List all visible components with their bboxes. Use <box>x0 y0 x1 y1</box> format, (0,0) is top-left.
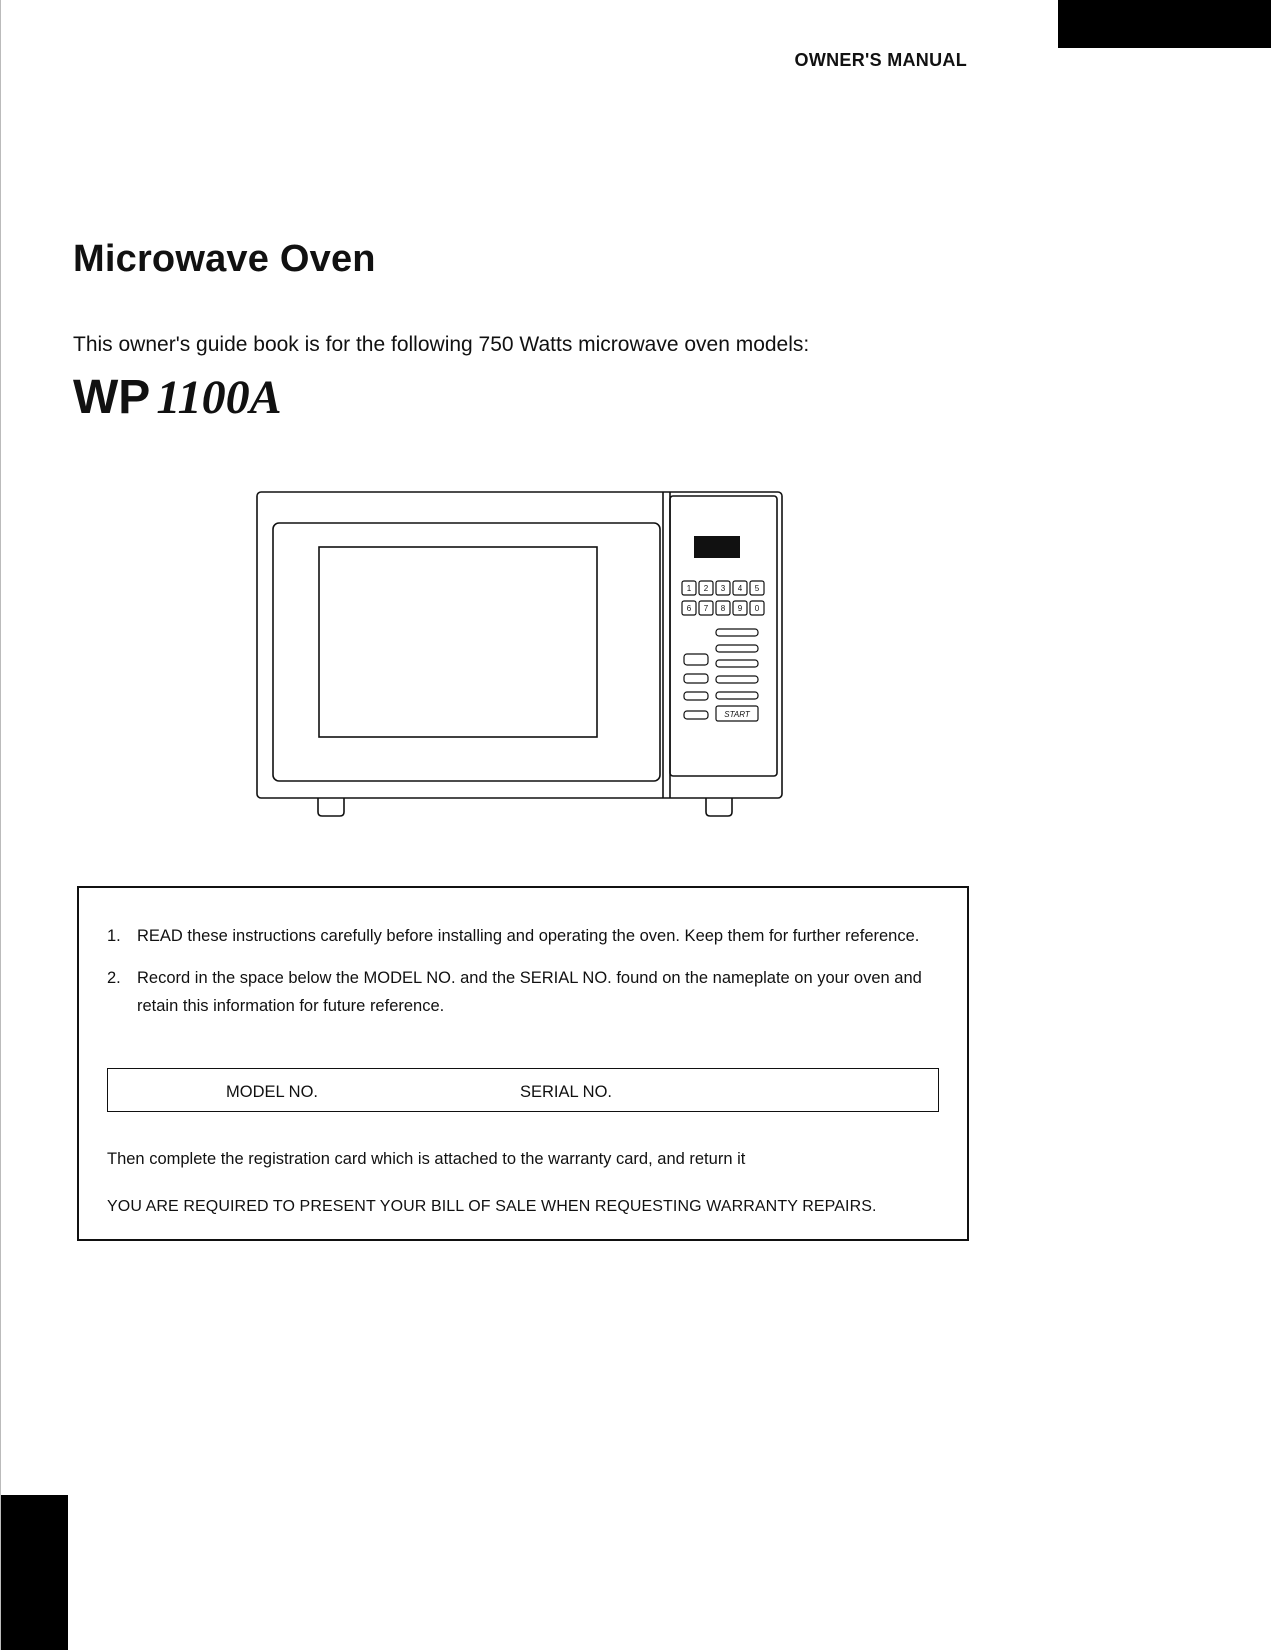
oven-display <box>694 536 740 558</box>
key-4: 4 <box>737 584 743 593</box>
scan-corner-mark <box>1058 0 1271 48</box>
key-9: 9 <box>737 604 743 613</box>
record-fields <box>107 1068 939 1112</box>
key-6: 6 <box>686 604 692 613</box>
item-number: 2. <box>107 969 121 987</box>
model-no-label: MODEL NO. <box>226 1083 318 1101</box>
oven-foot-left <box>318 798 344 816</box>
key-1: 1 <box>686 584 692 593</box>
manual-header: OWNER'S MANUAL <box>794 50 967 70</box>
oven-door <box>273 523 660 781</box>
model-number <box>73 370 282 425</box>
instructions-box <box>77 886 969 1241</box>
microwave-oven-illustration <box>200 480 820 830</box>
keypad-row-1 <box>682 581 764 595</box>
list-item <box>107 922 945 950</box>
oven-window <box>319 547 597 737</box>
start-label: START <box>724 710 750 719</box>
key-8: 8 <box>720 604 726 613</box>
item-text: READ these instructions carefully before installing and operating the oven. Keep them for further reference. <box>137 927 920 945</box>
registration-note: Then complete the registration card which is attached to the warranty card, and return it <box>107 1150 746 1168</box>
key-0: 0 <box>754 604 760 613</box>
scan-edge-line <box>0 0 1 1650</box>
page-title: Microwave Oven <box>73 238 376 280</box>
serial-no-label: SERIAL NO. <box>520 1083 612 1101</box>
item-text: Record in the space below the MODEL NO. and the SERIAL NO. found on the nameplate on your oven and retain this information for future reference. <box>137 969 922 1015</box>
intro-text: This owner's guide book is for the following 750 Watts microwave oven models: <box>73 333 810 356</box>
model-code: 1100A <box>156 371 282 424</box>
list-item <box>107 964 945 1020</box>
key-5: 5 <box>754 584 760 593</box>
scan-edge-mark <box>0 1495 68 1650</box>
key-3: 3 <box>720 584 726 593</box>
instruction-list <box>107 922 945 1034</box>
key-7: 7 <box>703 604 709 613</box>
warranty-warning: YOU ARE REQUIRED TO PRESENT YOUR BILL OF SALE WHEN REQUESTING WARRANTY REPAIRS. <box>107 1198 877 1215</box>
oven-foot-right <box>706 798 732 816</box>
keypad-row-2 <box>682 601 764 615</box>
key-2: 2 <box>703 584 709 593</box>
model-prefix: WP <box>73 371 151 424</box>
item-number: 1. <box>107 927 121 945</box>
